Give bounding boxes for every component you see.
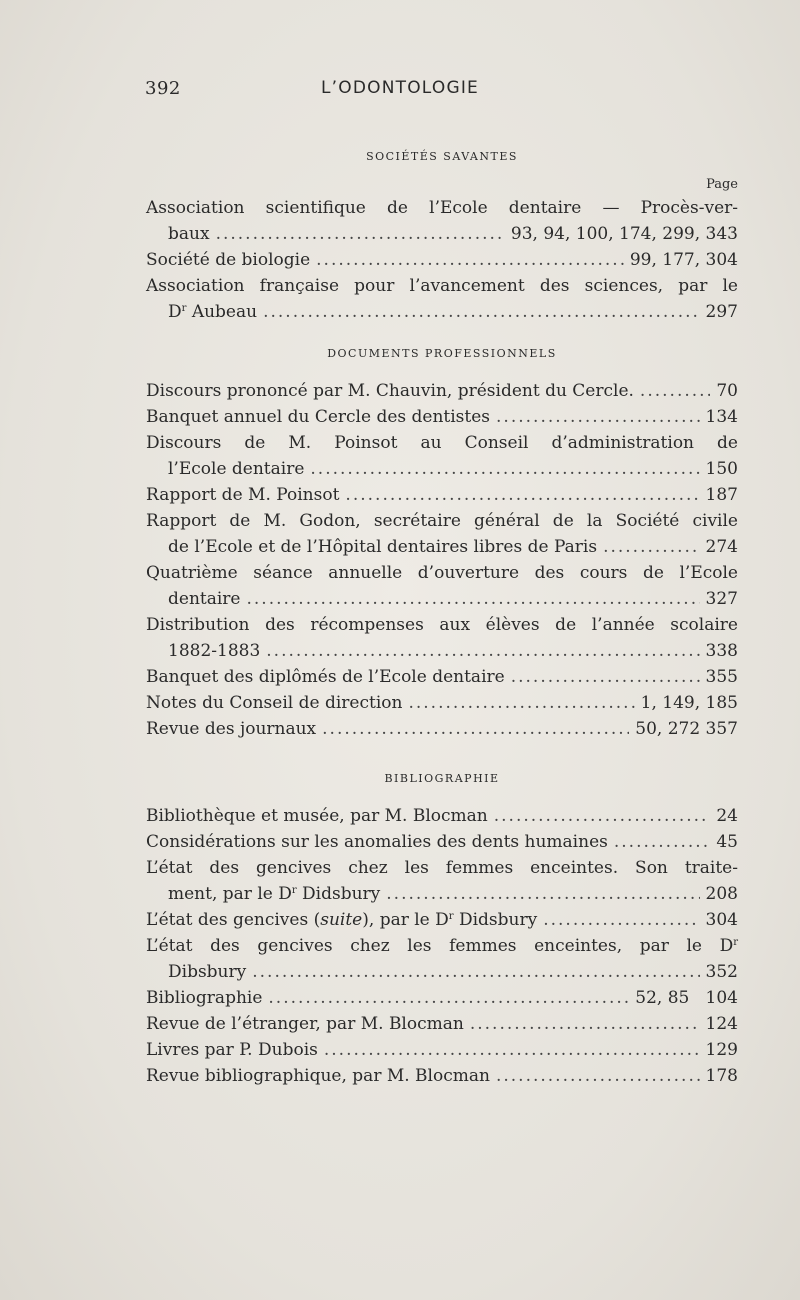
entry-text: Bibliothèque et musée, par M. Blocman <box>146 806 488 826</box>
entry-text: Association française pour l’avancement des sciences, par le <box>146 276 738 296</box>
toc-entry <box>146 690 738 716</box>
section-title: DOCUMENTS PROFESSIONNELS <box>327 347 557 360</box>
dot-leader <box>603 534 699 560</box>
entry-pages: 24 <box>716 806 738 826</box>
section-title: SOCIÉTÉS SAVANTES <box>366 150 518 163</box>
entry-text: Bibliographie <box>146 988 263 1008</box>
toc-entry <box>146 716 738 742</box>
entry-text <box>146 933 738 959</box>
toc-entry <box>146 482 738 508</box>
entry-text: dentaire <box>168 589 241 609</box>
entry-text: baux <box>168 224 210 244</box>
entry-pages: 52, 85 104 <box>635 988 738 1008</box>
entry-pages: 304 <box>705 910 738 930</box>
entry-text-prefix: ment, par le D <box>168 884 292 904</box>
superscript: r <box>291 885 297 896</box>
section-societes-savantes <box>146 150 738 325</box>
dot-leader <box>408 690 634 716</box>
entry-pages: 150 <box>705 459 738 479</box>
entry-text: Distribution des récompenses aux élèves de l’année scolaire <box>146 615 738 635</box>
dot-leader <box>496 404 700 430</box>
dot-leader <box>496 1063 700 1089</box>
entry-text: l’Ecole dentaire <box>168 459 305 479</box>
entry-pages: 129 <box>705 1040 738 1060</box>
superscript: r <box>181 303 187 314</box>
dot-leader <box>263 299 699 325</box>
entry-pages: 355 <box>705 667 738 687</box>
entry-text: Considérations sur les anomalies des dents humaines <box>146 832 608 852</box>
entry-pages: 1, 149, 185 <box>640 693 738 713</box>
toc-entry <box>146 1063 738 1089</box>
toc-entry <box>146 1037 738 1063</box>
entry-pages: 208 <box>705 884 738 904</box>
entry-text: Rapport de M. Poinsot <box>146 485 340 505</box>
entry-pages: 93, 94, 100, 174, 299, 343 <box>510 224 738 244</box>
entry-text: Livres par P. Dubois <box>146 1040 318 1060</box>
entry-text-prefix: D <box>168 302 182 322</box>
toc-entry <box>146 985 738 1011</box>
dot-leader <box>511 664 700 690</box>
toc-entry <box>146 560 738 612</box>
section-documents-professionnels <box>146 347 738 742</box>
dot-leader <box>640 378 710 404</box>
dot-leader <box>386 881 699 907</box>
dot-leader <box>268 985 629 1011</box>
section-title: BIBLIOGRAPHIE <box>384 772 500 785</box>
toc-entry <box>146 430 738 482</box>
entry-pages: 352 <box>705 962 738 982</box>
dot-leader <box>470 1011 700 1037</box>
dot-leader <box>543 907 699 933</box>
entry-text: L’état des gencives chez les femmes enceintes. Son traite- <box>146 858 738 878</box>
entry-list <box>146 803 738 1089</box>
dot-leader <box>614 829 711 855</box>
toc-entry <box>146 829 738 855</box>
entry-text: Discours de M. Poinsot au Conseil d’administration de <box>146 433 738 453</box>
toc-entry <box>146 378 738 404</box>
table-of-contents <box>146 150 738 1089</box>
entry-text-mid: ), par le D <box>362 910 449 930</box>
entry-pages: 134 <box>705 407 738 427</box>
entry-text: Revue bibliographique, par M. Blocman <box>146 1066 490 1086</box>
superscript: r <box>733 937 738 948</box>
entry-pages: 297 <box>705 302 738 322</box>
section-bibliographie <box>146 772 738 1089</box>
toc-entry <box>146 855 738 907</box>
toc-entry <box>146 664 738 690</box>
running-head <box>0 76 800 106</box>
toc-entry <box>146 907 738 933</box>
entry-text: Dibsbury <box>168 962 247 982</box>
entry-pages: 178 <box>705 1066 738 1086</box>
entry-pages: 99, 177, 304 <box>629 250 738 270</box>
dot-leader <box>324 1037 700 1063</box>
entry-text: de l’Ecole et de l’Hôpital dentaires libres de Paris <box>168 537 598 557</box>
entry-pages: 274 <box>705 537 738 557</box>
entry-text <box>168 881 380 907</box>
entry-pages: 187 <box>705 485 738 505</box>
dot-leader <box>246 586 699 612</box>
entry-text: Rapport de M. Godon, secrétaire général de la Société civile <box>146 511 738 531</box>
entry-text-name: Aubeau <box>186 302 258 322</box>
dot-leader <box>322 716 629 742</box>
page-number: 392 <box>145 78 181 99</box>
entry-pages: 50, 272 357 <box>635 719 738 739</box>
toc-entry <box>146 1011 738 1037</box>
dot-leader <box>252 959 699 985</box>
toc-entry <box>146 508 738 560</box>
toc-entry <box>146 195 738 247</box>
dot-leader <box>494 803 711 829</box>
entry-list <box>146 378 738 742</box>
dot-leader <box>310 456 699 482</box>
entry-text <box>168 299 257 325</box>
entry-text-italic: suite <box>320 910 363 930</box>
entry-pages: 124 <box>705 1014 738 1034</box>
entry-text: Revue de l’étranger, par M. Blocman <box>146 1014 464 1034</box>
superscript: r <box>448 911 454 922</box>
entry-text: Quatrième séance annuelle d’ouverture des cours de l’Ecole <box>146 563 738 583</box>
entry-text-name: Didsbury <box>296 884 381 904</box>
page-column-label: Page <box>706 177 738 192</box>
entry-text: Discours prononcé par M. Chauvin, président du Cercle. <box>146 381 634 401</box>
entry-text-name: Didsbury <box>453 910 538 930</box>
entry-pages: 70 <box>716 381 738 401</box>
toc-entry <box>146 803 738 829</box>
entry-text: 1882-1883 <box>168 641 261 661</box>
entry-text: Revue des journaux <box>146 719 317 739</box>
entry-text: Banquet annuel du Cercle des dentistes <box>146 407 491 427</box>
toc-entry <box>146 404 738 430</box>
entry-text: Banquet des diplômés de l’Ecole dentaire <box>146 667 505 687</box>
journal-title: L’ODONTOLOGIE <box>321 78 479 98</box>
dot-leader <box>266 638 699 664</box>
entry-text-line: L’état des gencives chez les femmes enceintes, par le D <box>146 936 734 956</box>
entry-text: Association scientifique de l’Ecole dentaire — Procès-ver- <box>146 198 738 218</box>
toc-entry <box>146 612 738 664</box>
dot-leader <box>316 247 624 273</box>
entry-pages: 338 <box>705 641 738 661</box>
dot-leader <box>345 482 699 508</box>
entry-text: Société de biologie <box>146 250 311 270</box>
entry-text <box>146 907 537 933</box>
dot-leader <box>216 221 505 247</box>
toc-entry <box>146 273 738 325</box>
entry-pages: 45 <box>716 832 738 852</box>
entry-text: Notes du Conseil de direction <box>146 693 403 713</box>
entry-text-prefix: L’état des gencives ( <box>146 910 321 930</box>
toc-entry <box>146 247 738 273</box>
toc-entry <box>146 933 738 985</box>
entry-pages: 327 <box>705 589 738 609</box>
